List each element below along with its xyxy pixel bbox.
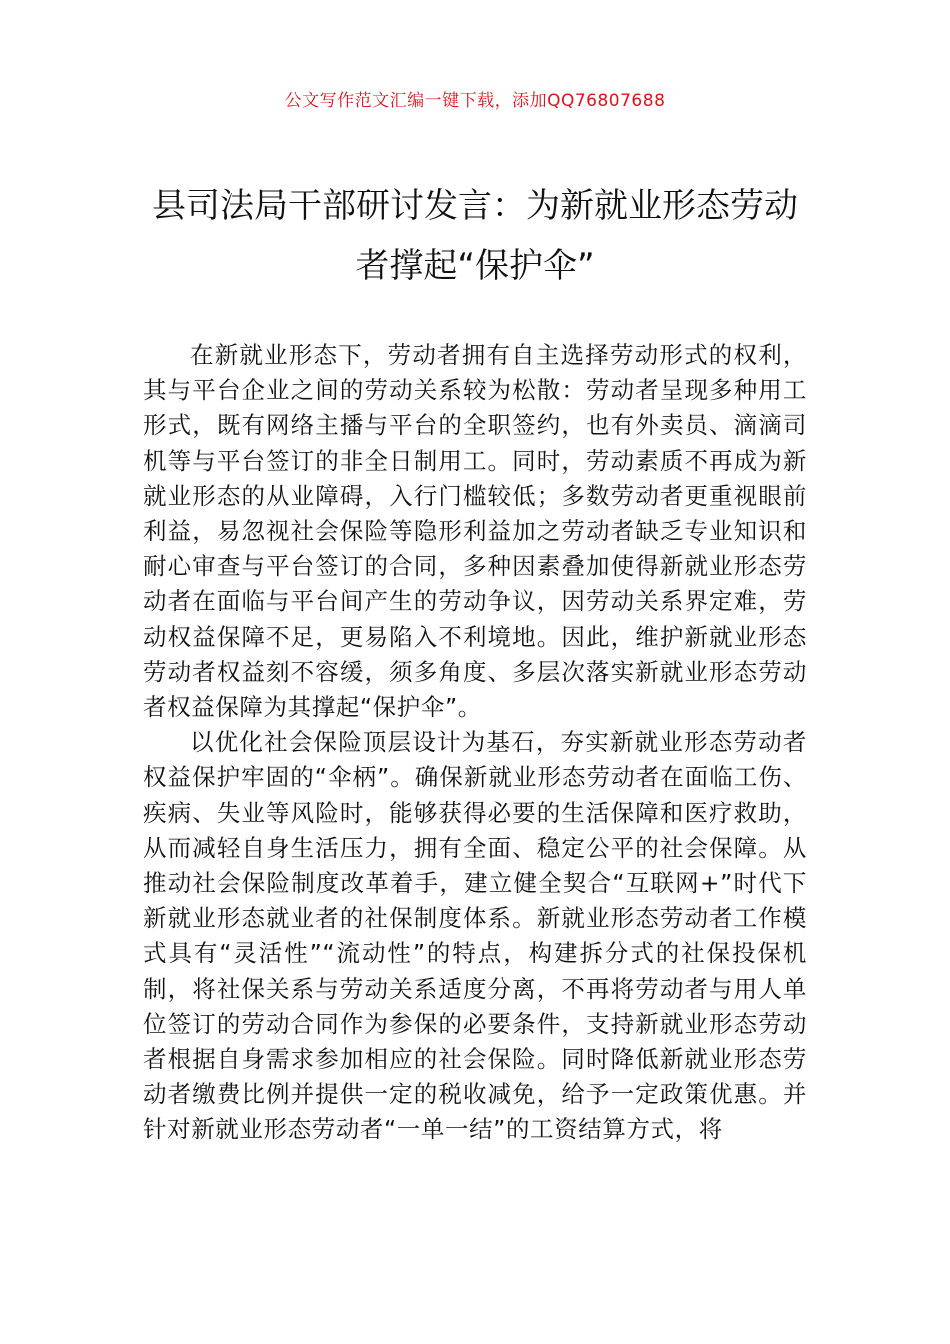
download-promo-note: 公文写作范文汇编一键下载，添加QQ76807688 — [284, 91, 666, 111]
body-paragraph: 以优化社会保险顶层设计为基石，夯实新就业形态劳动者权益保护牢固的“伞柄”。确保新就业形态劳动者在面临工伤、疾病、失业等风险时，能够获得必要的生活保障和医疗救助，从而减轻自身生活压力，拥有全面、稳定公平的社会保障。从推动社会保险制度改革着手，建立健全契合“互联网+”时代下新就业形态就业者的社保制度体系。新就业形态劳动者工作模式具有“灵活性”“流动性”的特点，构建拆分式的社保投保机制，将社保关系与劳动关系适度分离，不再将劳动者与用人单位签订的劳动合同作为参保的必要条件，支持新就业形态劳动者根据自身需求参加相应的社会保险。同时降低新就业形态劳动者缴费比例并提供一定的税收减免，给予一定政策优惠。并针对新就业形态劳动者“一单一结”的工资结算方式，将 — [143, 728, 807, 1144]
body-paragraph: 在新就业形态下，劳动者拥有自主选择劳动形式的权利，其与平台企业之间的劳动关系较为松散：劳动者呈现多种用工形式，既有网络主播与平台的全职签约，也有外卖员、滴滴司机等与平台签订的非全日制用工。同时，劳动素质不再成为新就业形态的从业障碍，入行门槛较低；多数劳动者更重视眼前利益，易忽视社会保险等隐形利益加之劳动者缺乏专业知识和耐心审查与平台签订的合同，多种因素叠加使得新就业形态劳动者在面临与平台间产生的劳动争议，因劳动关系界定难，劳动权益保障不足，更易陷入不利境地。因此，维护新就业形态劳动者权益刻不容缓，须多角度、多层次落实新就业形态劳动者权益保障为其撑起“保护伞”。 — [143, 341, 807, 722]
document-body — [143, 338, 807, 1148]
document-title: 县司法局干部研讨发言：为新就业形态劳动者撑起“保护伞” — [152, 186, 798, 286]
